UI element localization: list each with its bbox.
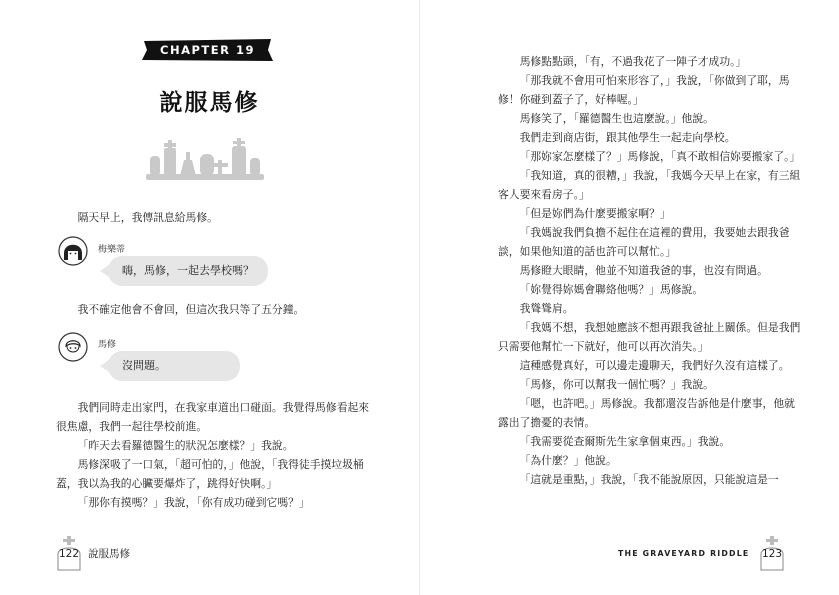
paragraph: 馬修點點頭，「有，不過我花了一陣子才成功。」 <box>519 55 747 68</box>
chapter-title: 說服馬修 <box>159 90 260 116</box>
paragraph: 「為什麼？」他說。 <box>519 454 617 467</box>
page-number: 122 <box>58 548 80 560</box>
page-number-badge <box>54 536 84 576</box>
page-number-badge <box>757 536 787 576</box>
paragraph: 我們同時走出家門，在我家車道出口碰面。我覺得馬修看起來很焦慮，我們一起往學校前進。 <box>56 401 370 433</box>
paragraph: 「昨天去看羅德醫生的狀況怎麼樣？」我說。 <box>77 439 294 452</box>
paragraph: 「我媽不想，我想她應該不想再跟我爸扯上關係。但是我們只需要他幫忙一下就好，他可以再次消失。」 <box>498 321 801 353</box>
speaker-name: 梅樂蒂 <box>98 245 126 255</box>
avatar-icon <box>58 236 88 266</box>
paragraph: 「那妳家怎麼樣了？」馬修說，「真不敢相信妳要搬家了。」 <box>519 150 801 163</box>
paragraph: 我不確定他會不會回，但這次我只等了五分鐘。 <box>77 303 305 316</box>
paragraph: 隔天早上，我傳訊息給馬修。 <box>77 211 218 224</box>
paragraph: 「馬修，你可以幫我一個忙嗎？」我說。 <box>519 378 714 391</box>
running-footer: 說服馬修 <box>88 548 130 560</box>
paragraph: 我聳聳肩。 <box>519 302 574 315</box>
running-footer: THE GRAVEYARD RIDDLE <box>618 549 750 558</box>
paragraph: 這種感覺真好，可以邊走邊聊天，我們好久沒有這樣了。 <box>519 359 790 372</box>
paragraph: 我們走到商店街，跟其他學生一起走向學校。 <box>519 131 736 144</box>
paragraph: 「我知道，真的很糟，」我說，「我媽今天早上在家，有三組客人要來看房子。」 <box>498 169 801 201</box>
chat-bubble: 沒問題。 <box>108 351 240 381</box>
chat-bubble: 嗨，馬修，一起去學校嗎？ <box>108 256 268 286</box>
paragraph: 馬修笑了，「羅德醫生也這麼說。」他說。 <box>519 112 714 125</box>
graveyard-icon <box>146 134 266 182</box>
paragraph: 「那你有摸嗎？」我說，「你有成功碰到它嗎？」 <box>77 496 310 509</box>
paragraph: 「但是妳們為什麼要搬家啊？」 <box>519 207 671 220</box>
paragraph: 「這就是重點，」我說，「我不能說原因，只能說這是一 <box>519 473 779 486</box>
paragraph: 「那我就不會用可怕來形容了，」我說，「你做到了耶，馬修！你碰到蓋子了，好棒喔。」 <box>498 74 790 106</box>
paragraph: 「我媽說我們負擔不起住在這裡的費用，我要她去跟我爸談，如果他知道的話也許可以幫忙。」 <box>498 226 790 258</box>
paragraph: 馬修深吸了一口氣，「超可怕的，」他說，「我得徒手摸垃圾桶蓋，我以為我的心臟要爆炸了，跳得好快啊。」 <box>56 458 364 490</box>
paragraph: 「妳覺得妳媽會聯絡他嗎？」馬修說。 <box>519 283 704 296</box>
body-text <box>56 398 374 512</box>
page-number: 123 <box>761 548 783 560</box>
right-page <box>420 0 839 595</box>
paragraph: 「我需要從查爾斯先生家拿個東西。」我說。 <box>519 435 731 448</box>
speaker-name: 馬修 <box>98 340 117 350</box>
left-page <box>0 0 419 595</box>
avatar-icon <box>58 332 88 362</box>
body-text <box>498 52 804 489</box>
paragraph: 馬修瞪大眼睛，他並不知道我爸的事，也沒有問過。 <box>519 264 768 277</box>
chapter-label: CHAPTER 19 <box>160 43 255 57</box>
paragraph: 「嗯，也許吧。」馬修說。我都還沒告訴他是什麼事，他就露出了擔憂的表情。 <box>498 397 795 429</box>
